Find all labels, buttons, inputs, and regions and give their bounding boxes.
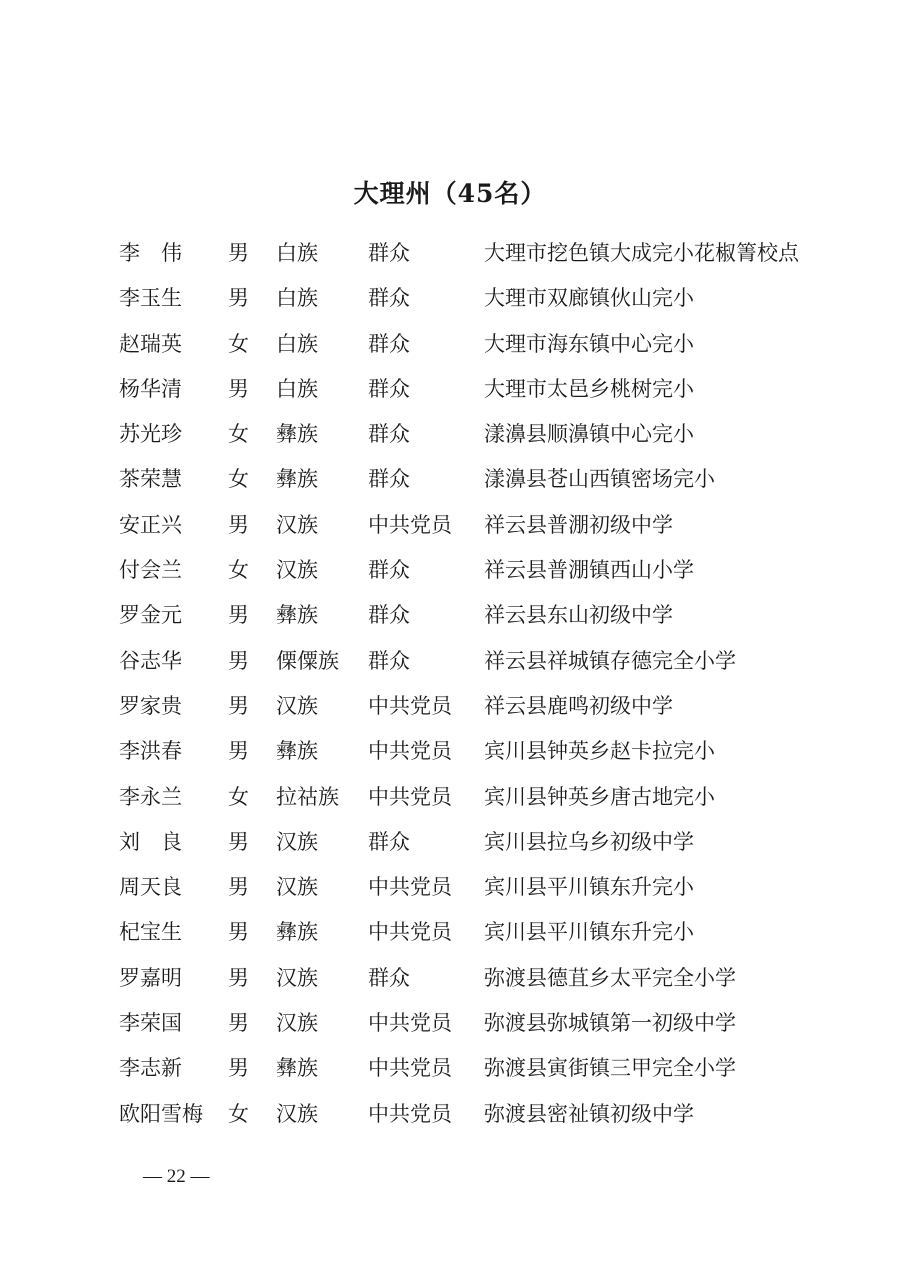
political-status: 中共党员 <box>368 1101 452 1126</box>
political-status: 群众 <box>368 965 410 990</box>
political-status: 中共党员 <box>368 1011 452 1036</box>
gender: 男 <box>228 875 249 900</box>
gender: 女 <box>228 1101 249 1126</box>
person-name: 周天良 <box>119 875 182 900</box>
ethnicity: 彝族 <box>276 422 318 447</box>
person-name: 罗金元 <box>119 603 182 628</box>
roster-row <box>0 823 900 868</box>
ethnicity: 彝族 <box>276 467 318 492</box>
roster-row <box>0 1049 900 1094</box>
roster-row <box>0 370 900 415</box>
person-name: 谷志华 <box>119 648 182 673</box>
person-name: 付会兰 <box>119 558 182 583</box>
ethnicity: 汉族 <box>276 829 318 854</box>
ethnicity: 彝族 <box>276 920 318 945</box>
person-name: 苏光珍 <box>119 422 182 447</box>
political-status: 中共党员 <box>368 693 452 718</box>
roster-row <box>0 959 900 1004</box>
gender: 男 <box>228 603 249 628</box>
roster-row <box>0 1004 900 1049</box>
person-name: 李志新 <box>119 1056 182 1081</box>
political-status: 群众 <box>368 829 410 854</box>
gender: 男 <box>228 829 249 854</box>
roster-row <box>0 506 900 551</box>
gender: 女 <box>228 331 249 356</box>
person-name: 罗家贵 <box>119 693 182 718</box>
ethnicity: 汉族 <box>276 1101 318 1126</box>
ethnicity: 白族 <box>276 331 318 356</box>
school: 祥云县祥城镇存德完全小学 <box>484 648 736 673</box>
ethnicity: 白族 <box>276 376 318 401</box>
gender: 男 <box>228 241 249 265</box>
gender: 女 <box>228 422 249 447</box>
political-status: 中共党员 <box>368 920 452 945</box>
person-name: 李荣国 <box>119 1011 182 1036</box>
gender: 男 <box>228 1011 249 1036</box>
ethnicity: 彝族 <box>276 603 318 628</box>
roster-row <box>0 732 900 777</box>
roster-row <box>0 551 900 596</box>
gender: 女 <box>228 558 249 583</box>
roster-row <box>0 642 900 687</box>
school: 宾川县钟英乡赵卡拉完小 <box>484 739 715 764</box>
school: 祥云县东山初级中学 <box>484 603 673 628</box>
page-number: — 22 — <box>143 1166 210 1187</box>
gender: 女 <box>228 467 249 492</box>
gender: 男 <box>228 286 249 311</box>
political-status: 群众 <box>368 648 410 673</box>
school: 大理市太邑乡桃树完小 <box>484 376 694 401</box>
school: 祥云县普淜镇西山小学 <box>484 558 694 583</box>
political-status: 中共党员 <box>368 1056 452 1081</box>
school: 大理市海东镇中心完小 <box>484 331 694 356</box>
gender: 男 <box>228 1056 249 1081</box>
roster-row <box>0 279 900 324</box>
ethnicity: 彝族 <box>276 1056 318 1081</box>
roster-row <box>0 325 900 370</box>
political-status: 群众 <box>368 603 410 628</box>
gender: 男 <box>228 648 249 673</box>
ethnicity: 汉族 <box>276 965 318 990</box>
gender: 男 <box>228 739 249 764</box>
gender: 男 <box>228 512 249 537</box>
political-status: 群众 <box>368 558 410 583</box>
school: 漾濞县顺濞镇中心完小 <box>484 422 694 447</box>
political-status: 群众 <box>368 467 410 492</box>
ethnicity: 彝族 <box>276 739 318 764</box>
school: 祥云县鹿鸣初级中学 <box>484 693 673 718</box>
political-status: 群众 <box>368 241 410 265</box>
political-status: 中共党员 <box>368 875 452 900</box>
gender: 男 <box>228 693 249 718</box>
political-status: 中共党员 <box>368 784 452 809</box>
person-name: 安正兴 <box>119 512 182 537</box>
roster-row <box>0 1095 900 1140</box>
ethnicity: 汉族 <box>276 558 318 583</box>
school: 弥渡县弥城镇第一初级中学 <box>484 1011 736 1036</box>
person-name: 欧阳雪梅 <box>119 1101 203 1126</box>
person-name: 李 伟 <box>119 241 182 265</box>
roster-row <box>0 460 900 505</box>
political-status: 中共党员 <box>368 512 452 537</box>
school: 弥渡县德苴乡太平完全小学 <box>484 965 736 990</box>
ethnicity: 白族 <box>276 286 318 311</box>
person-name: 茶荣慧 <box>119 467 182 492</box>
person-name: 李洪春 <box>119 739 182 764</box>
gender: 男 <box>228 920 249 945</box>
roster-row <box>0 778 900 823</box>
roster-list <box>0 234 900 1140</box>
roster-row <box>0 234 900 279</box>
roster-row <box>0 868 900 913</box>
ethnicity: 白族 <box>276 241 318 265</box>
roster-row <box>0 913 900 958</box>
ethnicity: 汉族 <box>276 693 318 718</box>
school: 漾濞县苍山西镇密场完小 <box>484 467 715 492</box>
person-name: 杞宝生 <box>119 920 182 945</box>
school: 大理市挖色镇大成完小花椒箐校点 <box>484 241 799 265</box>
political-status: 群众 <box>368 376 410 401</box>
school: 弥渡县密祉镇初级中学 <box>484 1101 694 1126</box>
gender: 男 <box>228 376 249 401</box>
school: 宾川县钟英乡唐古地完小 <box>484 784 715 809</box>
school: 宾川县平川镇东升完小 <box>484 920 694 945</box>
section-heading: 大理州（45名） <box>353 179 547 208</box>
gender: 男 <box>228 965 249 990</box>
roster-row <box>0 415 900 460</box>
ethnicity: 拉祜族 <box>276 784 339 809</box>
school: 祥云县普淜初级中学 <box>484 512 673 537</box>
person-name: 罗嘉明 <box>119 965 182 990</box>
person-name: 杨华清 <box>119 376 182 401</box>
roster-row <box>0 596 900 641</box>
person-name: 刘 良 <box>119 829 182 854</box>
school: 宾川县平川镇东升完小 <box>484 875 694 900</box>
school: 弥渡县寅街镇三甲完全小学 <box>484 1056 736 1081</box>
person-name: 赵瑞英 <box>119 331 182 356</box>
ethnicity: 汉族 <box>276 512 318 537</box>
political-status: 群众 <box>368 422 410 447</box>
ethnicity: 傈僳族 <box>276 648 339 673</box>
person-name: 李永兰 <box>119 784 182 809</box>
political-status: 中共党员 <box>368 739 452 764</box>
school: 大理市双廊镇伙山完小 <box>484 286 694 311</box>
political-status: 群众 <box>368 286 410 311</box>
ethnicity: 汉族 <box>276 1011 318 1036</box>
person-name: 李玉生 <box>119 286 182 311</box>
school: 宾川县拉乌乡初级中学 <box>484 829 694 854</box>
political-status: 群众 <box>368 331 410 356</box>
ethnicity: 汉族 <box>276 875 318 900</box>
roster-row <box>0 687 900 732</box>
gender: 女 <box>228 784 249 809</box>
